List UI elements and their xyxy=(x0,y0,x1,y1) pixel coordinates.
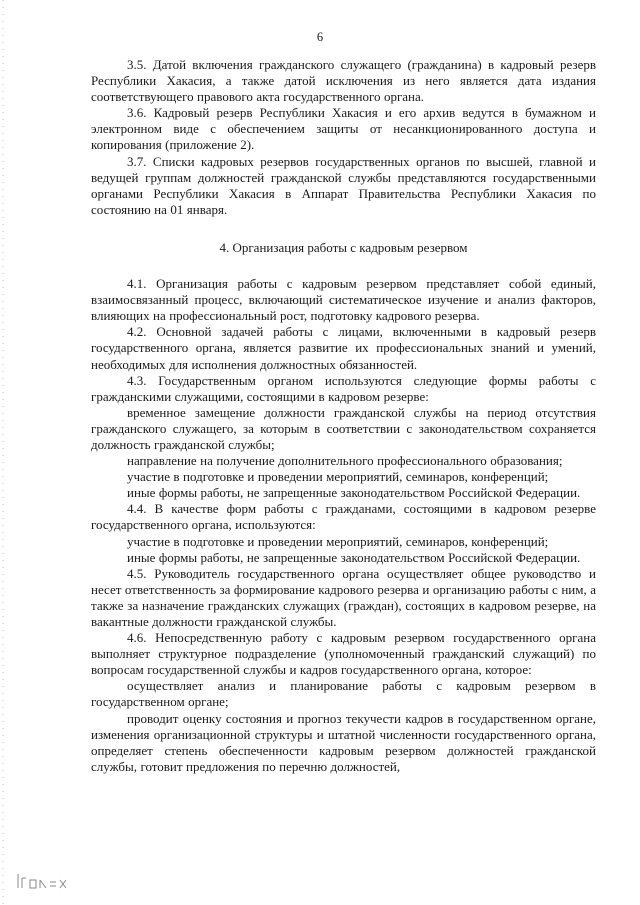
paragraph-3-7: 3.7. Списки кадровых резервов государственных органов по высшей, главной и ведущей группам должностей гражданской службы представляются государственными органами Республики Хакасия в Аппарат Правительства Республики Хакасия по состоянию на 01 января. xyxy=(91,153,596,217)
list-item-other-forms: иные формы работы, не запрещенные законодательством Российской Федерации. xyxy=(127,485,581,501)
paragraph-3-5: 3.5. Датой включения гражданского служащего (гражданина) в кадровый резерв Республики Хакасия, а также датой исключения из него является дата издания соответствующего правового акта государственного органа. xyxy=(91,57,596,105)
paragraph-4-5: 4.5. Руководитель государственного органа осуществляет общее руководство и несет ответственность за формирование кадрового резерва и организацию работы с ним, а также за назначение гражданских служащих (граждан), состоящих в кадровом резерве, на вакантные должности гражданской службы. xyxy=(91,565,596,629)
list-item-analysis-planning: осуществляет анализ и планирование работы с кадровым резервом в государственном органе; xyxy=(91,678,596,710)
paragraph-4-3: 4.3. Государственным органом используются следующие формы работы с гражданскими служащими, состоящими в кадровом резерве: xyxy=(91,372,596,404)
paragraph-4-4: 4.4. В качестве форм работы с гражданами, состоящими в кадровом резерве государственного органа, используются: xyxy=(91,501,596,533)
paragraph-4-2: 4.2. Основной задачей работы с лицами, включенными в кадровый резерв государственного органа, является развитие их профессиональных знаний и умений, необходимых для исполнения должностных обязанностей. xyxy=(91,324,596,372)
scan-stamp-mark xyxy=(14,872,74,890)
scan-edge-artifact xyxy=(2,0,4,905)
list-item-temporary-replacement: временное замещение должности гражданской службы на период отсутствия гражданского служащего, за которым в соответствии с законодательством сохраняется должность гражданской службы; xyxy=(91,404,596,452)
page-number: 6 xyxy=(316,30,324,44)
paragraph-4-1: 4.1. Организация работы с кадровым резервом представляет собой единый, взаимосвязанный процесс, включающий систематическое изучение и анализ факторов, влияющих на профессиональный рост, подготовку кадрового резерва. xyxy=(91,276,596,324)
document-body xyxy=(91,57,596,775)
paragraph-4-6: 4.6. Непосредственную работу с кадровым резервом государственного органа выполняет структурное подразделение (уполномоченный гражданский служащий) по вопросам государственной службы и кадров государственного органа, которое: xyxy=(91,630,596,678)
list-item-events-participation: участие в подготовке и проведении мероприятий, семинаров, конференций; xyxy=(127,469,549,485)
paragraph-3-6: 3.6. Кадровый резерв Республики Хакасия и его архив ведутся в бумажном и электронном виде с обеспечением защиты от несанкционированного доступа и копирования (приложение 2). xyxy=(91,105,596,153)
list-item-turnover-assessment: проводит оценку состояния и прогноз текучести кадров в государственном органе, изменения организационной структуры и штатной численности государственного органа, определяет степень обеспеченности кадровым резервом должностей гражданской службы, готовит предложения по перечню должностей, xyxy=(91,710,596,774)
list-item-other-forms-citizens: иные формы работы, не запрещенные законодательством Российской Федерации. xyxy=(127,549,581,565)
list-item-events-participation-citizens: участие в подготовке и проведении мероприятий, семинаров, конференций; xyxy=(127,533,549,549)
list-item-professional-education: направление на получение дополнительного профессионального образования; xyxy=(127,453,563,469)
section-heading: 4. Организация работы с кадровым резервом xyxy=(219,239,468,255)
